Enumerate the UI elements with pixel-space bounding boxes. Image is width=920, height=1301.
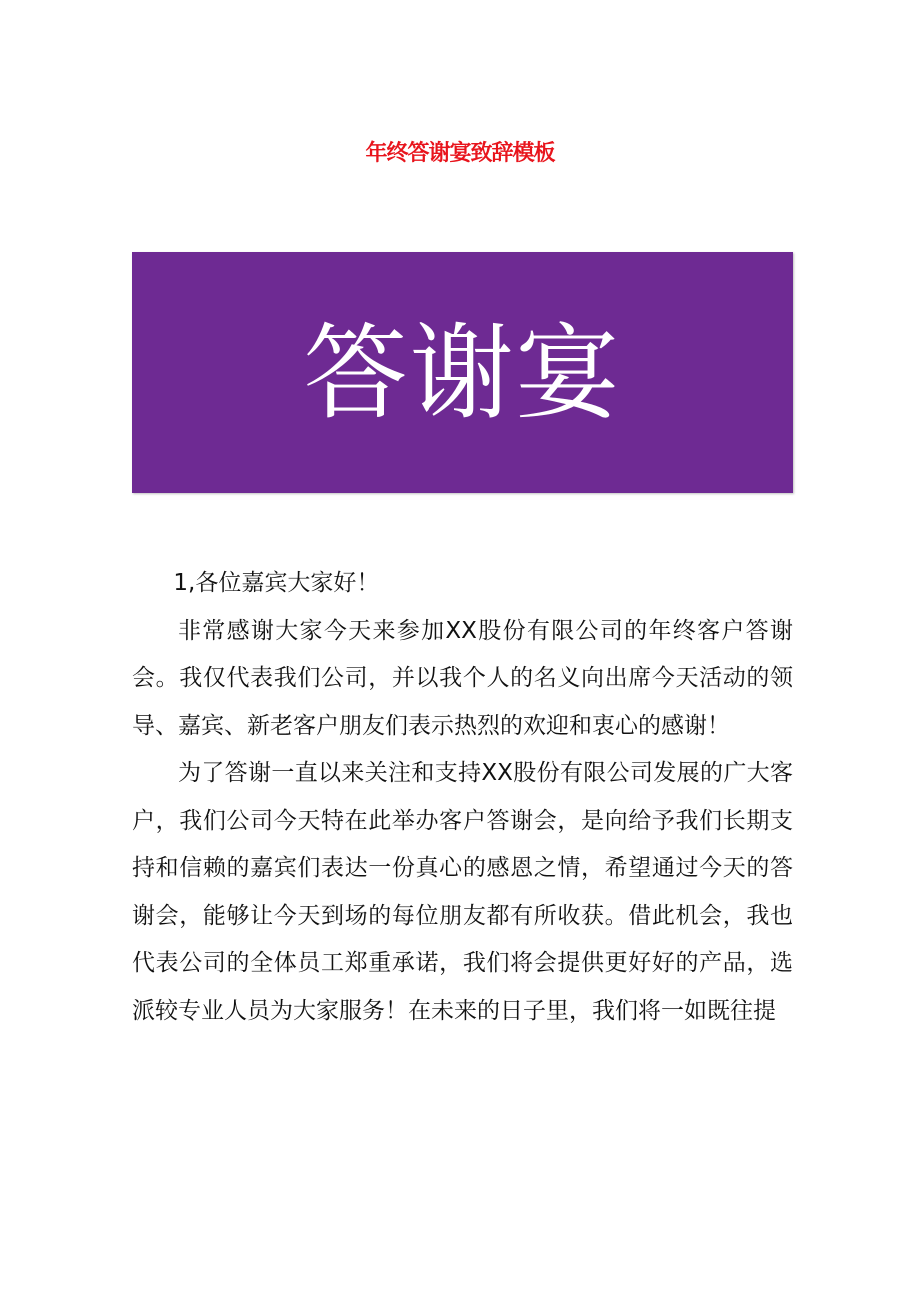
banner-text: 答谢宴	[303, 311, 622, 434]
greeting-paragraph: 1,各位嘉宾大家好！	[173, 570, 380, 596]
document-body	[132, 560, 793, 1035]
banner	[132, 252, 793, 493]
document-title: 年终答谢宴致辞模板	[365, 141, 555, 166]
paragraph: 为了答谢一直以来关注和支持XX股份有限公司发展的广大客户，我们公司今天特在此举办客户答谢会，是向给予我们长期支持和信赖的嘉宾们表达一份真心的感恩之情，希望通过今天的答谢会，能够让今天到场的每位朋友都有所收获。借此机会，我也代表公司的全体员工郑重承诺，我们将会提供更好好的产品，选派较专业人员为大家服务！在未来的日子里，我们将一如既往提	[132, 760, 793, 1024]
paragraph: 非常感谢大家今天来参加XX股份有限公司的年终客户答谢会。我仅代表我们公司，并以我个人的名义向出席今天活动的领导、嘉宾、新老客户朋友们表示热烈的欢迎和衷心的感谢！	[132, 617, 793, 739]
